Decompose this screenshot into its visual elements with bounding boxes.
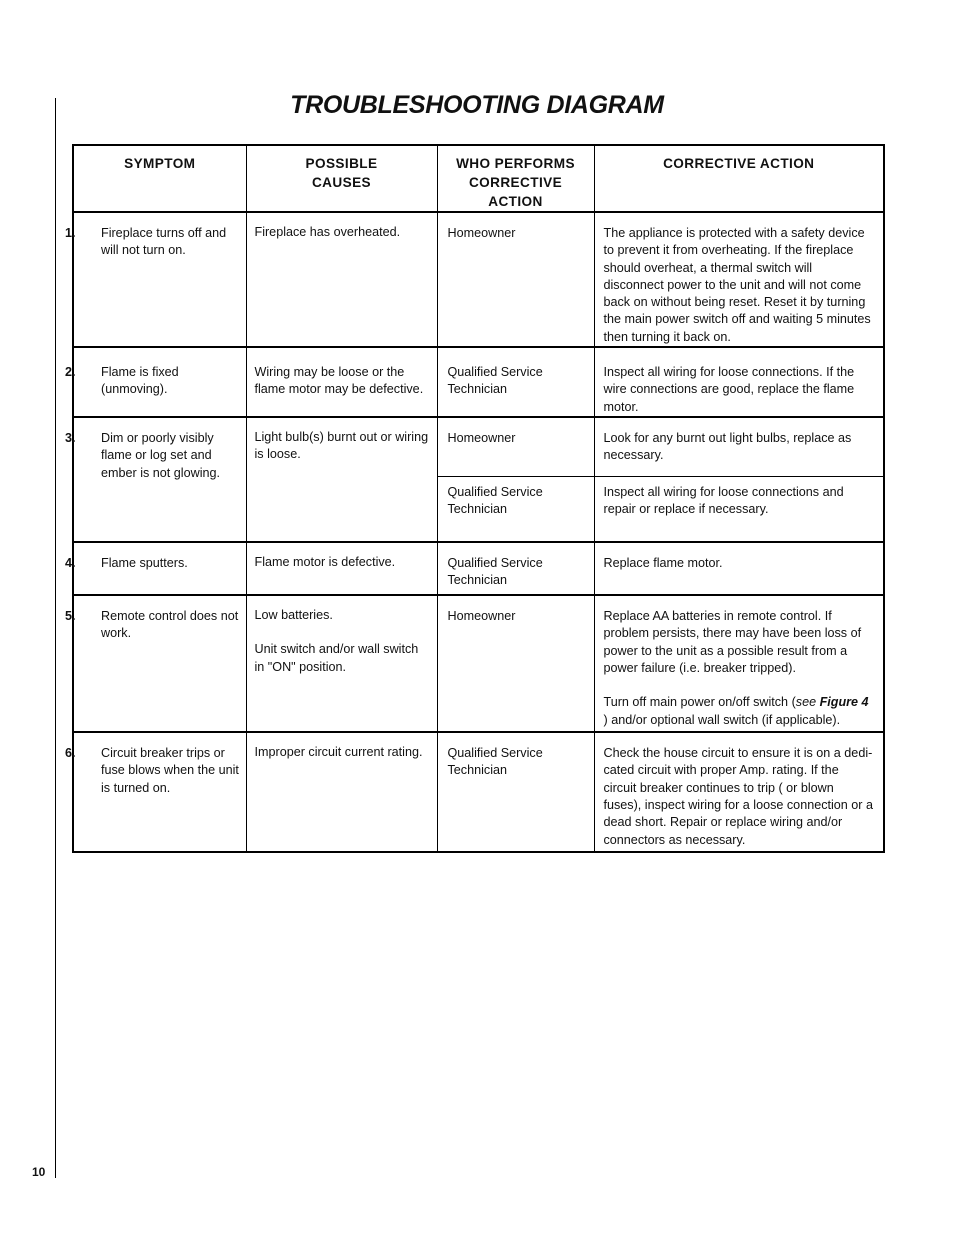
header-symptom: SYMPTOM [73,145,246,212]
symptom-cell: 3. Dim or poorly visibly flame or log set and ember is not glowing. [73,417,246,542]
action-text: Replace AA batteries in remote control. If problem persists, there may have been loss of power to the unit as a possible result from a power failure (i.e. breaker tripped). [603,609,862,675]
cause-cell: Light bulb(s) burnt out or wiring is loose. [246,417,437,542]
table-row [73,212,884,347]
symptom-cell: 2. Flame is fixed (unmoving). [73,347,246,417]
who-cell: Homeowner [437,417,594,476]
action-cell: Inspect all wiring for loose connections. If the wire connections are good, replace the flame motor. [594,347,884,417]
who-cell: Homeowner [437,595,594,732]
troubleshooting-table [65,144,885,853]
header-possible-causes: POSSIBLE CAUSES [246,145,437,212]
action-cell: Look for any burnt out light bulbs, replace as necessary. [594,417,884,476]
table-row [73,732,884,852]
table-header-row [73,145,884,212]
action-cell: Replace flame motor. [594,542,884,595]
who-cell: Qualified Service Technician [437,542,594,595]
symptom-cell: 1. Fireplace turns off and will not turn on. [73,212,246,347]
figure-reference: Figure 4 [819,695,869,710]
who-cell: Qualified Service Technician [437,476,594,542]
table-row [73,542,884,595]
table-row [73,595,884,732]
table-row [73,417,884,476]
header-who-performs: WHO PERFORMS CORRECTIVE ACTION [437,145,594,212]
action-text: Turn off main power on/off switch (see Figure 4 ) and/or optional wall switch (if applicable). [603,695,869,727]
who-cell: Qualified Service Technician [437,732,594,852]
header-corrective-action: CORRECTIVE ACTION [594,145,884,212]
page-number: 10 [32,1165,46,1179]
symptom-cell: 4. Flame sputters. [73,542,246,595]
cause-cell: Fireplace has overheated. [246,212,437,347]
action-cell: Inspect all wiring for loose connections and repair or replace if necessary. [594,476,884,542]
cause-cell [246,595,437,732]
action-cell: Check the house circuit to ensure it is on a dedi-cated circuit with proper Amp. rating. If the circuit breaker continues to trip ( or blown fuses), inspect wiring for a loose connection or a dead short. Repair or replace wiring and/or connectors as necessary. [594,732,884,852]
margin-rule [55,98,56,1178]
symptom-cell: 6. Circuit breaker trips or fuse blows when the unit is turned on. [73,732,246,852]
cause-text: Low batteries. [254,608,333,623]
cause-text: Unit switch and/or wall switch in "ON" position. [254,642,419,674]
cause-cell: Wiring may be loose or the flame motor may be defective. [246,347,437,417]
action-cell: The appliance is protected with a safety device to prevent it from overheating. If the fireplace should overheat, a thermal switch will disconnect power to the unit and will not come back on without being reset. Reset it by turning the main power switch off and waiting 5 minutes then turning it back on. [594,212,884,347]
cause-cell: Flame motor is defective. [246,542,437,595]
who-cell: Homeowner [437,212,594,347]
symptom-cell: 5. Remote control does not work. [73,595,246,732]
who-cell: Qualified Service Technician [437,347,594,417]
table-row [73,347,884,417]
cause-cell: Improper circuit current rating. [246,732,437,852]
page-title: TROUBLESHOOTING DIAGRAM [290,91,664,119]
action-cell [594,595,884,732]
